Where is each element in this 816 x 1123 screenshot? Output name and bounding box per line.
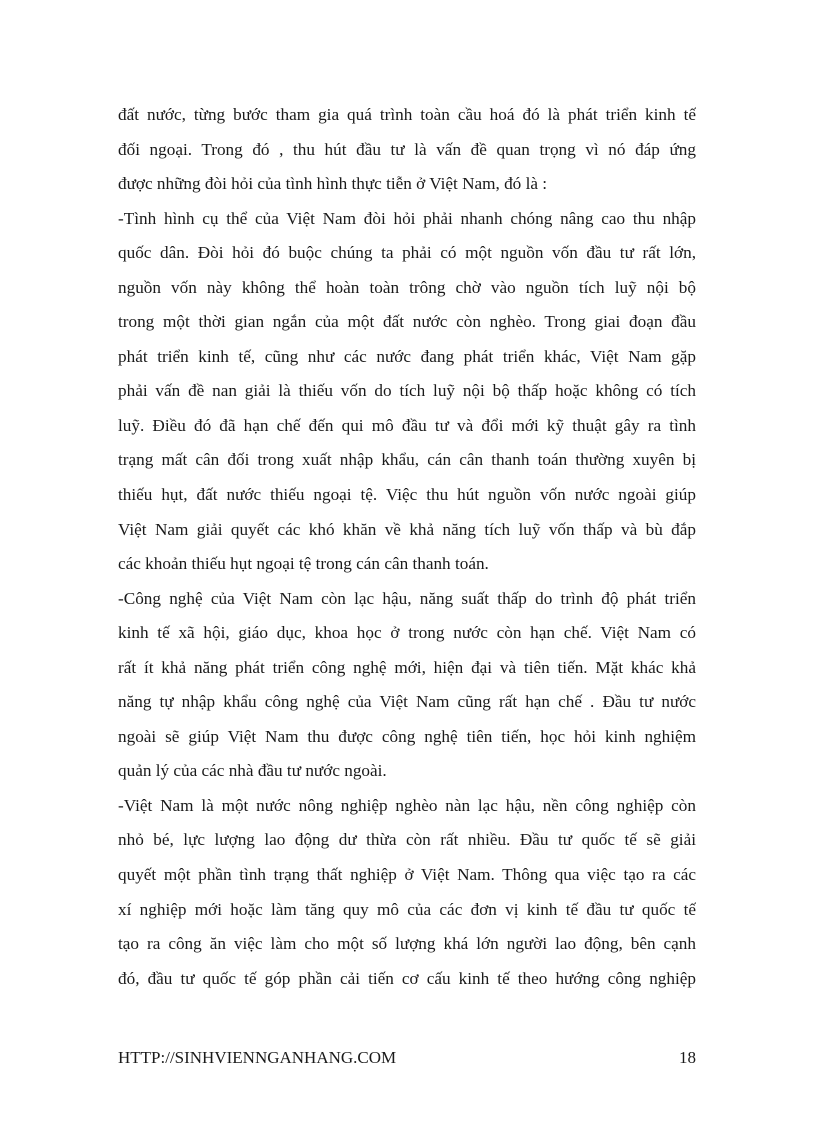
text-line: đối ngoại. Trong đó , thu hút đầu tư là vấn đề quan trọng vì nó đáp ứng — [118, 139, 696, 159]
text-line: xí nghiệp mới hoặc làm tăng quy mô của các đơn vị kinh tế đầu tư quốc tế — [118, 899, 696, 919]
text-line: quản lý của các nhà đầu tư nước ngoài. — [118, 761, 387, 781]
text-line: Việt Nam giải quyết các khó khăn về khả năng tích luỹ vốn thấp và bù đắp — [118, 519, 696, 539]
text-line: nguồn vốn này không thể hoàn toàn trông chờ vào nguồn tích luỹ nội bộ — [118, 277, 696, 297]
text-line: quyết một phần tình trạng thất nghiệp ở Việt Nam. Thông qua việc tạo ra các — [118, 865, 696, 885]
text-line: quốc dân. Đòi hỏi đó buộc chúng ta phải có một nguồn vốn đầu tư rất lớn, — [118, 243, 696, 263]
text-line: thiếu hụt, đất nước thiếu ngoại tệ. Việc thu hút nguồn vốn nước ngoài giúp — [118, 485, 696, 505]
text-line: năng tự nhập khẩu công nghệ của Việt Nam cũng rất hạn chế . Đầu tư nước — [118, 692, 696, 712]
text-line: đó, đầu tư quốc tế góp phần cải tiến cơ cấu kinh tế theo hướng công nghiệp — [118, 968, 696, 988]
text-line: được những đòi hỏi của tình hình thực tiễn ở Việt Nam, đó là : — [118, 174, 548, 194]
text-line: -Việt Nam là một nước nông nghiệp nghèo nàn lạc hậu, nền công nghiệp còn — [118, 795, 696, 815]
page-number: 18 — [679, 1048, 696, 1067]
text-line: nhỏ bé, lực lượng lao động dư thừa còn rất nhiều. Đầu tư quốc tế sẽ giải — [118, 830, 696, 850]
text-line: -Tình hình cụ thể của Việt Nam đòi hỏi phải nhanh chóng nâng cao thu nhập — [118, 208, 696, 228]
text-line: rất ít khả năng phát triển công nghệ mới, hiện đại và tiên tiến. Mặt khác khả — [118, 657, 696, 677]
body-text — [118, 98, 696, 996]
page-footer — [118, 1046, 696, 1070]
text-line: kinh tế xã hội, giáo dục, khoa học ở trong nước còn hạn chế. Việt Nam có — [118, 623, 696, 643]
text-line: trong một thời gian ngắn của một đất nước còn nghèo. Trong giai đoạn đầu — [118, 312, 696, 332]
text-line: luỹ. Điều đó đã hạn chế đến qui mô đầu tư và đổi mới kỹ thuật gây ra tình — [118, 415, 696, 435]
text-line: ngoài sẽ giúp Việt Nam thu được công nghệ tiên tiến, học hỏi kinh nghiệm — [118, 726, 696, 746]
text-line: phải vấn đề nan giải là thiếu vốn do tích luỹ nội bộ thấp hoặc không có tích — [118, 381, 696, 401]
text-line: tạo ra công ăn việc làm cho một số lượng khá lớn người lao động, bên cạnh — [118, 934, 696, 954]
text-line: phát triển kinh tế, cũng như các nước đang phát triển khác, Việt Nam gặp — [118, 346, 696, 366]
footer-url: HTTP://SINHVIENNGANHANG.COM — [118, 1048, 397, 1067]
text-line: các khoản thiếu hụt ngoại tệ trong cán cân thanh toán. — [118, 554, 489, 574]
text-line: trạng mất cân đối trong xuất nhập khẩu, cán cân thanh toán thường xuyên bị — [118, 450, 696, 470]
text-line: đất nước, từng bước tham gia quá trình toàn cầu hoá đó là phát triển kinh tế — [118, 105, 696, 124]
text-line: -Công nghệ của Việt Nam còn lạc hậu, năng suất thấp do trình độ phát triển — [118, 588, 696, 608]
